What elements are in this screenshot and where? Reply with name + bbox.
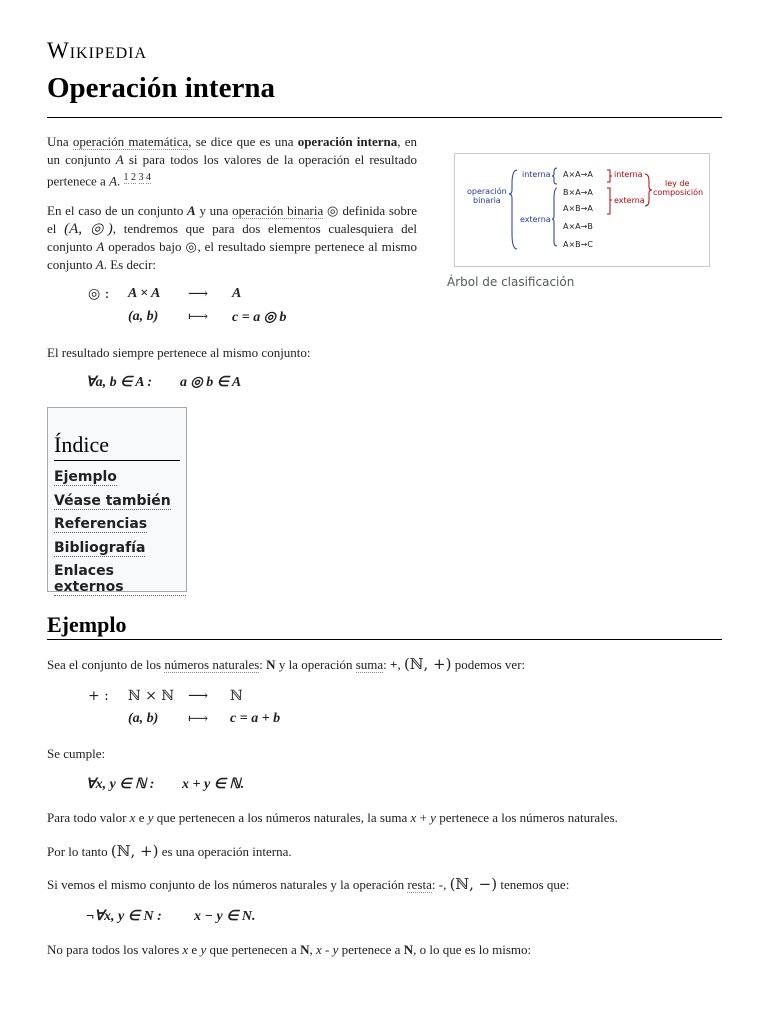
ley-line: ley de (665, 179, 690, 188)
link-suma[interactable]: suma (355, 657, 384, 672)
toc-title: Índice (54, 432, 180, 461)
math-var: x (315, 942, 322, 957)
ref-4[interactable]: 4 (146, 172, 152, 183)
section-divider (47, 639, 722, 640)
eq-arrow: ⟶ (188, 688, 209, 704)
ley-brace (645, 174, 652, 206)
interna-brace (552, 168, 557, 184)
text: pertenece a (338, 942, 404, 957)
text: + (416, 810, 431, 825)
math-var: A (95, 257, 104, 272)
text: . (117, 173, 124, 189)
text: . Es decir: (103, 257, 157, 272)
equation-sum-closure (86, 776, 306, 796)
classification-tree-diagram (455, 154, 709, 266)
text: Si vemos el mismo conjunto de los números naturales y la operación (47, 877, 408, 892)
toc-item-referencias[interactable]: Referencias (54, 516, 148, 532)
plus-symbol: + (390, 657, 398, 672)
eq-pair: (a, b) (128, 309, 159, 324)
interna-red-brace (607, 170, 612, 182)
paragraph-binary-op (47, 202, 417, 274)
text: tenemos que: (497, 877, 570, 892)
text: : -, (431, 877, 450, 892)
tree-externa: externa (520, 215, 551, 224)
math-var: x (129, 810, 136, 825)
text: Por lo tanto (47, 844, 111, 859)
row-2: B×A→A (563, 188, 593, 197)
tree-root-label (467, 186, 507, 205)
eq-left: ∀x, y ∈ ℕ : (86, 777, 155, 792)
table-of-contents (47, 407, 187, 595)
intro-paragraph (47, 133, 417, 190)
text: y la operación (275, 657, 356, 672)
paragraph-se-cumple: Se cumple: (47, 746, 106, 761)
text: , en un conjunto (47, 134, 417, 167)
eq-mapsto: ⟼ (188, 309, 209, 325)
paragraph-result: El resultado siempre pertenece al mismo conjunto: (47, 345, 311, 360)
eq-right: a ◎ b ∈ A (180, 375, 242, 390)
wikipedia-wordmark[interactable] (47, 38, 147, 64)
text: e (188, 942, 201, 957)
text: operados bajo (104, 239, 186, 254)
math-pair: (ℕ, −) (449, 875, 498, 893)
text: es una operación interna. (158, 844, 292, 859)
toc-item-bibliografia[interactable]: Bibliografía (54, 540, 146, 556)
math-var: x (410, 810, 417, 825)
paragraph-sum-explanation (47, 809, 618, 827)
text: Para todo valor (47, 810, 130, 825)
bold-N: N (266, 657, 276, 672)
equation-closure (86, 374, 286, 394)
section-heading-ejemplo: Ejemplo (47, 612, 127, 637)
text: : (383, 657, 391, 672)
link-resta[interactable]: resta (407, 877, 432, 892)
equation-op-definition (88, 286, 348, 332)
text: pertenece a los números naturales. (435, 810, 618, 825)
toc-item-vease-tambien[interactable]: Véase también (54, 493, 171, 509)
link-operacion-matematica[interactable]: operación matemática (72, 134, 189, 149)
eq-pair: (a, b) (128, 711, 159, 726)
equation-subtraction (86, 908, 306, 928)
eq-symbol: + : (88, 688, 109, 704)
bold-term: operación interna (297, 134, 398, 149)
classification-tree-figure[interactable] (454, 153, 710, 267)
root-line: binaria (473, 196, 501, 205)
text: En el caso de un conjunto (47, 203, 188, 218)
text: - (321, 942, 333, 957)
text: que pertenecen a (206, 942, 301, 957)
math-var: A (109, 173, 118, 189)
tree-interna: interna (522, 170, 551, 179)
math-pair: (A, ◎) (64, 221, 113, 237)
ref-2[interactable]: 2 (131, 172, 137, 183)
eq-codomain: A (232, 286, 242, 301)
row-5: A×B→C (563, 240, 593, 249)
paragraph-natural-numbers (47, 655, 525, 674)
text: Sea el conjunto de los (47, 657, 165, 672)
label-ley (653, 179, 703, 197)
math-var: y (200, 942, 207, 957)
eq-domain: ℕ × ℕ (128, 688, 175, 704)
symbol: ◎ (185, 239, 198, 254)
row-3: A×B→A (563, 204, 593, 213)
bold-N: N (300, 942, 310, 957)
text: si para todos los valores de la operación el resultado pertenece a (47, 152, 417, 189)
eq-right: x + y ∈ ℕ. (182, 777, 245, 792)
label-interna: interna (614, 170, 643, 179)
text: que pertenecen a los números naturales, la suma (153, 810, 411, 825)
math-var: y (332, 942, 339, 957)
row-1: A×A→A (563, 170, 593, 179)
text: definida sobre el (47, 203, 417, 236)
eq-result: c = a ◎ b (232, 310, 287, 325)
externa-brace (552, 188, 557, 246)
text: , tendremos que para dos elementos cualesquiera del conjunto (47, 221, 417, 254)
math-pair: (ℕ, +) (110, 842, 159, 860)
math-var: A (96, 239, 105, 254)
math-var: A (115, 152, 124, 167)
eq-domain: A × A (128, 286, 161, 301)
text: , se dice que es una (188, 134, 298, 149)
root-line: operación (467, 187, 507, 196)
eq-mapsto: ⟼ (188, 711, 209, 727)
toc-item-enlaces-externos[interactable]: Enlaces externos (54, 563, 186, 596)
eq-codomain: ℕ (230, 688, 243, 704)
link-operacion-binaria[interactable]: operación binaria (232, 203, 324, 218)
math-var: y (147, 810, 154, 825)
eq-left: ¬∀x, y ∈ N : (86, 909, 162, 924)
ref-1[interactable]: 1 (123, 172, 129, 183)
ley-line: composición (653, 188, 704, 197)
text: podemos ver: (451, 657, 526, 672)
link-numeros-naturales[interactable]: números naturales (164, 657, 260, 672)
text: , (397, 657, 404, 672)
math-var: y (430, 810, 436, 825)
math-var: x (182, 942, 189, 957)
eq-left: ∀a, b ∈ A : (86, 375, 152, 390)
externa-red-brace (607, 188, 612, 214)
paragraph-not-closed (47, 941, 531, 959)
eq-result: c = a + b (230, 711, 281, 726)
row-4: A×A→B (563, 222, 593, 231)
title-divider (47, 117, 722, 118)
text: y una (195, 203, 233, 218)
text: : (259, 657, 267, 672)
text: , (309, 942, 316, 957)
math-pair: (ℕ, +) (403, 655, 452, 673)
text: Una (47, 134, 73, 149)
bold-N: N (403, 942, 414, 957)
symbol: ◎ (323, 203, 339, 218)
equation-sum-definition (88, 688, 348, 734)
paragraph-subtraction (47, 875, 569, 894)
math-var: A (187, 203, 196, 218)
eq-right: x − y ∈ N. (194, 909, 256, 924)
text: e (135, 810, 148, 825)
eq-symbol: ◎ : (88, 286, 110, 302)
figure-caption: Árbol de clasificación (447, 275, 575, 289)
eq-arrow: ⟶ (188, 286, 209, 302)
wordmark-text: Wikipedia (47, 38, 148, 63)
label-externa: externa (614, 196, 645, 205)
paragraph-conclusion (47, 842, 292, 861)
text: , el resultado siempre pertenece al mismo conjunto (47, 239, 417, 272)
text: No para todos los valores (47, 942, 183, 957)
toc-item-ejemplo[interactable]: Ejemplo (54, 469, 117, 485)
root-brace (509, 170, 517, 249)
page-title: Operación interna (47, 72, 275, 104)
text: , o lo que es lo mismo: (413, 942, 532, 957)
ref-3[interactable]: 3 (138, 172, 144, 183)
